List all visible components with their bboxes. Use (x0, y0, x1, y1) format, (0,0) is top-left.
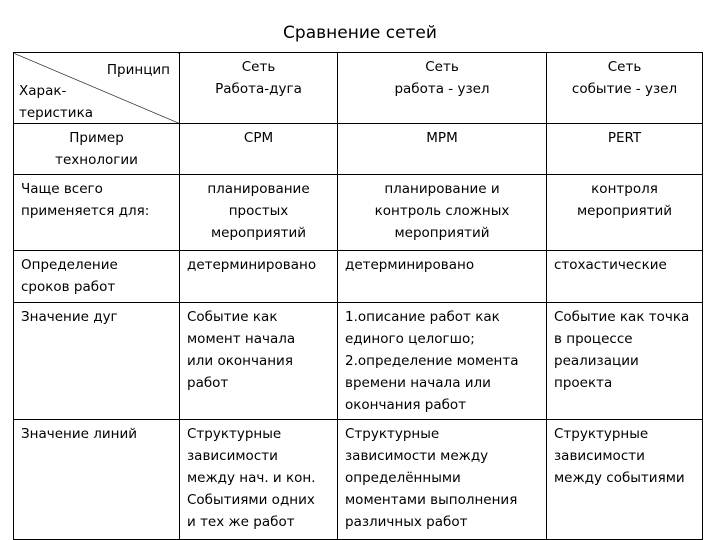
table-cell: Структурные зависимости между определёнными моментами выполнения различных работ (338, 420, 547, 540)
table-cell: Событие как точка в процессе реализации проекта (547, 303, 703, 420)
row-label: Значение дуг (14, 303, 180, 420)
table-cell: Событие как момент начала или окончания работ (180, 303, 338, 420)
table-cell: планирование и контроль сложных мероприятий (338, 175, 547, 251)
table-cell: Структурные зависимости между событиями (547, 420, 703, 540)
table-cell: планирование простых мероприятий (180, 175, 338, 251)
table-cell: стохастические (547, 251, 703, 303)
header-event-network: Сеть событие - узел (547, 53, 703, 124)
table-cell: PERT (547, 124, 703, 175)
table-row (14, 420, 703, 540)
row-label: Значение линий (14, 420, 180, 540)
table-cell: детерминировано (338, 251, 547, 303)
header-arc-network: Сеть Работа-дуга (180, 53, 338, 124)
table-row (14, 251, 703, 303)
table-row (14, 303, 703, 420)
table-cell: 1.описание работ как единого целогшо; 2.определение момента времени начала или окончания работ (338, 303, 547, 420)
table-row (14, 175, 703, 251)
table-row (14, 124, 703, 175)
table-header-row (14, 53, 703, 124)
header-node-network: Сеть работа - узел (338, 53, 547, 124)
comparison-table (13, 52, 703, 540)
table-cell: CPM (180, 124, 338, 175)
diagonal-header-cell (14, 53, 180, 124)
row-label: Пример технологии (14, 124, 180, 175)
row-label: Чаще всего применяется для: (14, 175, 180, 251)
principle-label: Принцип (106, 62, 170, 78)
page-title: Сравнение сетей (283, 23, 437, 43)
table-cell: детерминировано (180, 251, 338, 303)
table-cell: MPM (338, 124, 547, 175)
row-label: Определение сроков работ (14, 251, 180, 303)
characteristic-label: Харак- теристика (19, 83, 93, 121)
table-cell: контроля мероприятий (547, 175, 703, 251)
table-cell: Структурные зависимости между нач. и кон. Событиями одних и тех же работ (180, 420, 338, 540)
